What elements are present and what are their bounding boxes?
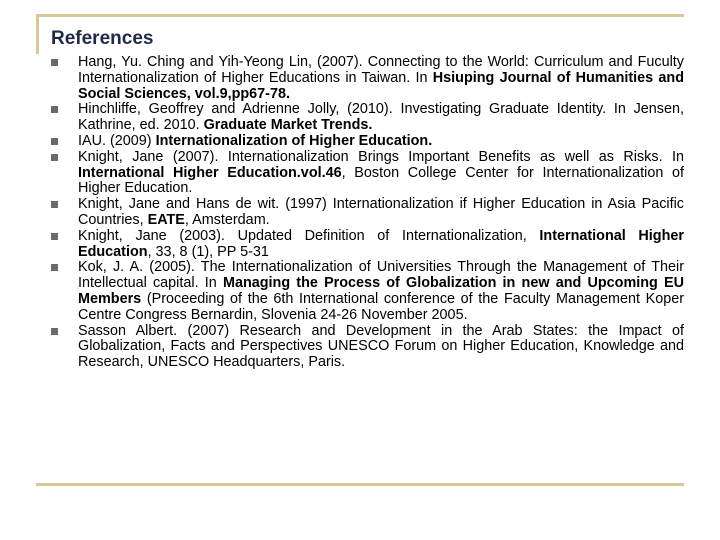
reference-source-title: Graduate Market Trends. (203, 117, 373, 134)
square-bullet-icon (51, 59, 58, 66)
reference-list (50, 55, 684, 371)
reference-text: , 33, 8 (1), PP 5-31 (147, 243, 269, 260)
reference-item (50, 260, 684, 323)
reference-item (50, 229, 684, 261)
reference-item (50, 134, 684, 150)
reference-item (50, 102, 684, 134)
top-divider (36, 14, 684, 17)
reference-text: Hang, Yu. Ching and Yih-Yeong Lin, (2007). Connecting to the World: Curriculum and Fuculty Internationalization of Higher Educations in Taiwan. In (78, 54, 684, 86)
reference-source-title: EATE (147, 211, 185, 228)
reference-source-title: International Higher Education.vol.46 (78, 164, 342, 181)
reference-text: Sasson Albert. (2007) Research and Development in the Arab States: the Impact of Globalization, Facts and Perspectives UNESCO Forum on Higher Education, Knowledge and Research, UNESCO Headquarters, Paris. (78, 322, 684, 371)
page-title: References (51, 28, 154, 49)
reference-item (50, 197, 684, 229)
reference-source-title: Managing the Process of Globalization in new and Upcoming EU Members (78, 275, 684, 307)
reference-source-title: International Higher Education (78, 227, 684, 260)
square-bullet-icon (51, 264, 58, 271)
square-bullet-icon (51, 154, 58, 161)
reference-text: Kok, J. A. (2005). The Internationalization of Universities Through the Management of Their Intellectual capital. In (78, 259, 684, 292)
square-bullet-icon (51, 201, 58, 208)
reference-item (50, 55, 684, 102)
reference-text: Knight, Jane (2007). Internationalization Brings Important Benefits as well as Risks. In (78, 148, 684, 165)
reference-text: , Amsterdam. (184, 211, 270, 228)
reference-text: , Boston College Center for Internationalization of Higher Education. (78, 164, 684, 197)
bottom-divider (36, 483, 684, 486)
reference-item (50, 150, 684, 197)
square-bullet-icon (51, 138, 58, 145)
square-bullet-icon (51, 233, 58, 240)
reference-text: Hinchliffe, Geoffrey and Adrienne Jolly, (2010). Investigating Graduate Identity. In Jensen, Kathrine, ed. 2010. (78, 101, 684, 134)
reference-source-title: Hsiuping Journal of Humanities and Social Sciences, vol.9,pp67-78. (78, 69, 684, 102)
square-bullet-icon (51, 328, 58, 335)
reference-text: Knight, Jane and Hans de wit. (1997) Internationalization if Higher Education in Asia Pacific Countries, (78, 196, 684, 228)
square-bullet-icon (51, 106, 58, 113)
reference-text: (Proceeding of the 6th International conference of the Faculty Management Koper Centre Congress Bernardin, Slovenia 24-26 November 2005. (78, 290, 684, 323)
reference-text: Knight, Jane (2003). Updated Definition of Internationalization, (78, 227, 540, 244)
reference-text: IAU. (2009) (78, 132, 156, 149)
left-accent-bar (36, 14, 39, 54)
reference-source-title: Internationalization of Higher Education. (155, 132, 433, 149)
reference-item (50, 324, 684, 371)
